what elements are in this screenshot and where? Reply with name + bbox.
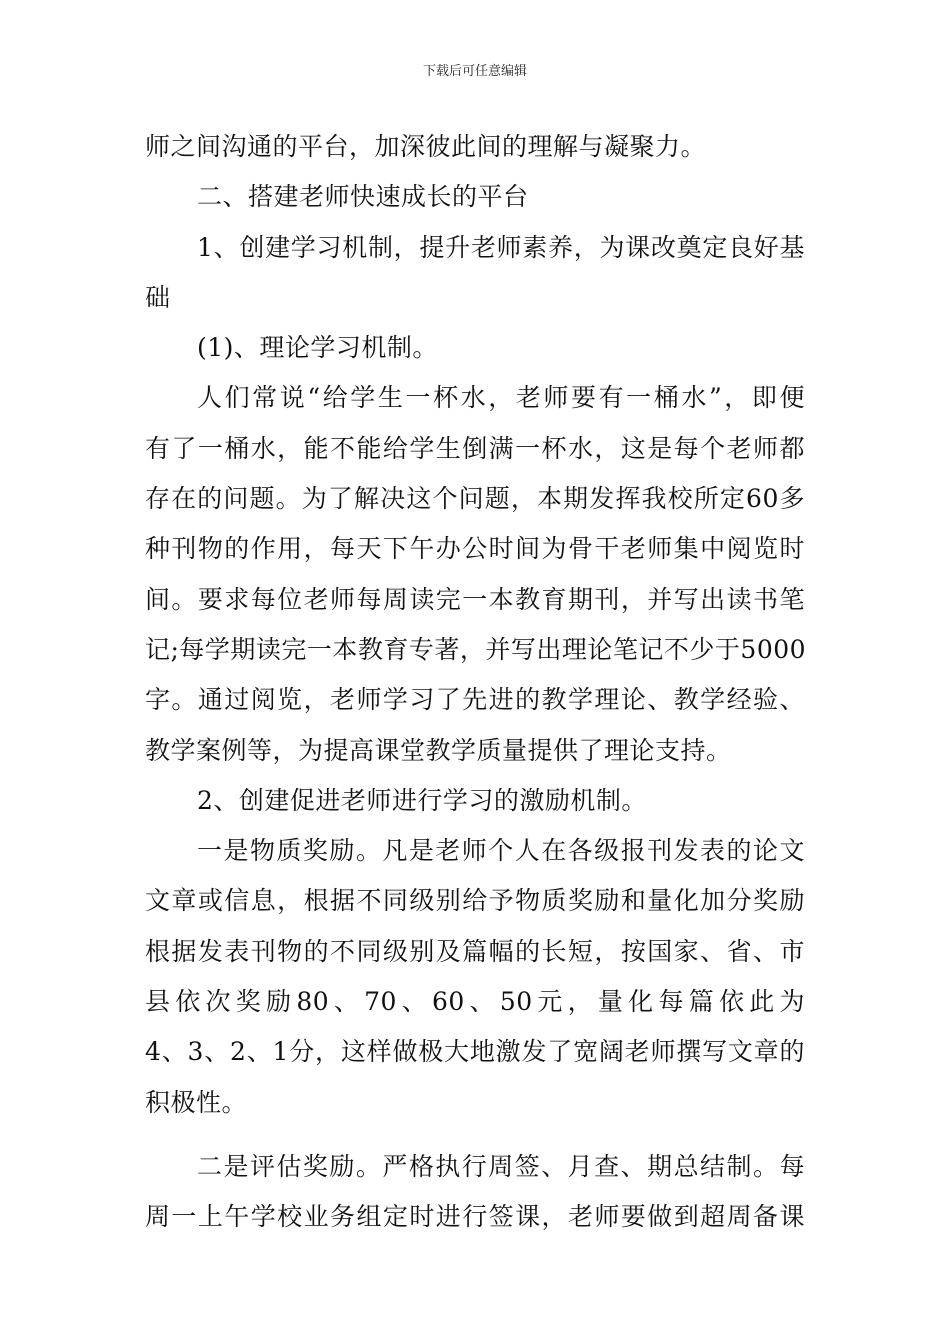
subsection-heading: 2、创建促进老师进行学习的激励机制。 [197, 785, 647, 815]
text-line: 存在的问题。为了解决这个问题，本期发挥我校所定60多 [145, 484, 805, 514]
subsection-heading-continued: 础 [145, 282, 171, 312]
section-heading: 二、搭建老师快速成长的平台 [197, 182, 529, 212]
text-line: 4、3、2、1分，这样做极大地激发了宽阔老师撰写文章的 [145, 1037, 805, 1067]
text-line: 积极性。 [145, 1087, 248, 1117]
text-line: 人们常说“给学生一杯水，老师要有一桶水”，即便 [197, 383, 805, 413]
text-line: 县依次奖励80、70、60、50元，量化每篇依此为 [145, 987, 805, 1017]
text-line: 记;每学期读完一本教育专著，并写出理论笔记不少于5000 [145, 634, 807, 664]
text-line: 教学案例等，为提高课堂教学质量提供了理论支持。 [145, 735, 732, 765]
sub-subsection-heading: (1)、理论学习机制。 [197, 333, 438, 363]
text-line: 一是物质奖励。凡是老师个人在各级报刊发表的论文 [197, 836, 805, 866]
text-line: 字。通过阅览，老师学习了先进的教学理论、教学经验、 [145, 685, 805, 715]
text-line: 根据发表刊物的不同级别及篇幅的长短，按国家、省、市 [145, 936, 805, 966]
page-header-note: 下载后可任意编辑 [422, 64, 527, 79]
text-line: 有了一桶水，能不能给学生倒满一杯水，这是每个老师都 [145, 433, 805, 463]
subsection-heading: 1、创建学习机制，提升老师素养，为课改奠定良好基 [197, 232, 805, 262]
document-body [145, 122, 805, 1243]
text-line: 二是评估奖励。严格执行周签、月查、期总结制。每 [197, 1151, 805, 1181]
text-line: 周一上午学校业务组定时进行签课，老师要做到超周备课 [145, 1202, 805, 1232]
text-line: 种刊物的作用，每天下午办公时间为骨干老师集中阅览时 [145, 534, 805, 564]
paragraph-gap [145, 1128, 805, 1142]
text-line: 师之间沟通的平台，加深彼此间的理解与凝聚力。 [145, 132, 707, 161]
text-line: 间。要求每位老师每周读完一本教育期刊，并写出读书笔 [145, 584, 805, 614]
text-line: 文章或信息，根据不同级别给予物质奖励和量化加分奖励 [145, 886, 805, 916]
